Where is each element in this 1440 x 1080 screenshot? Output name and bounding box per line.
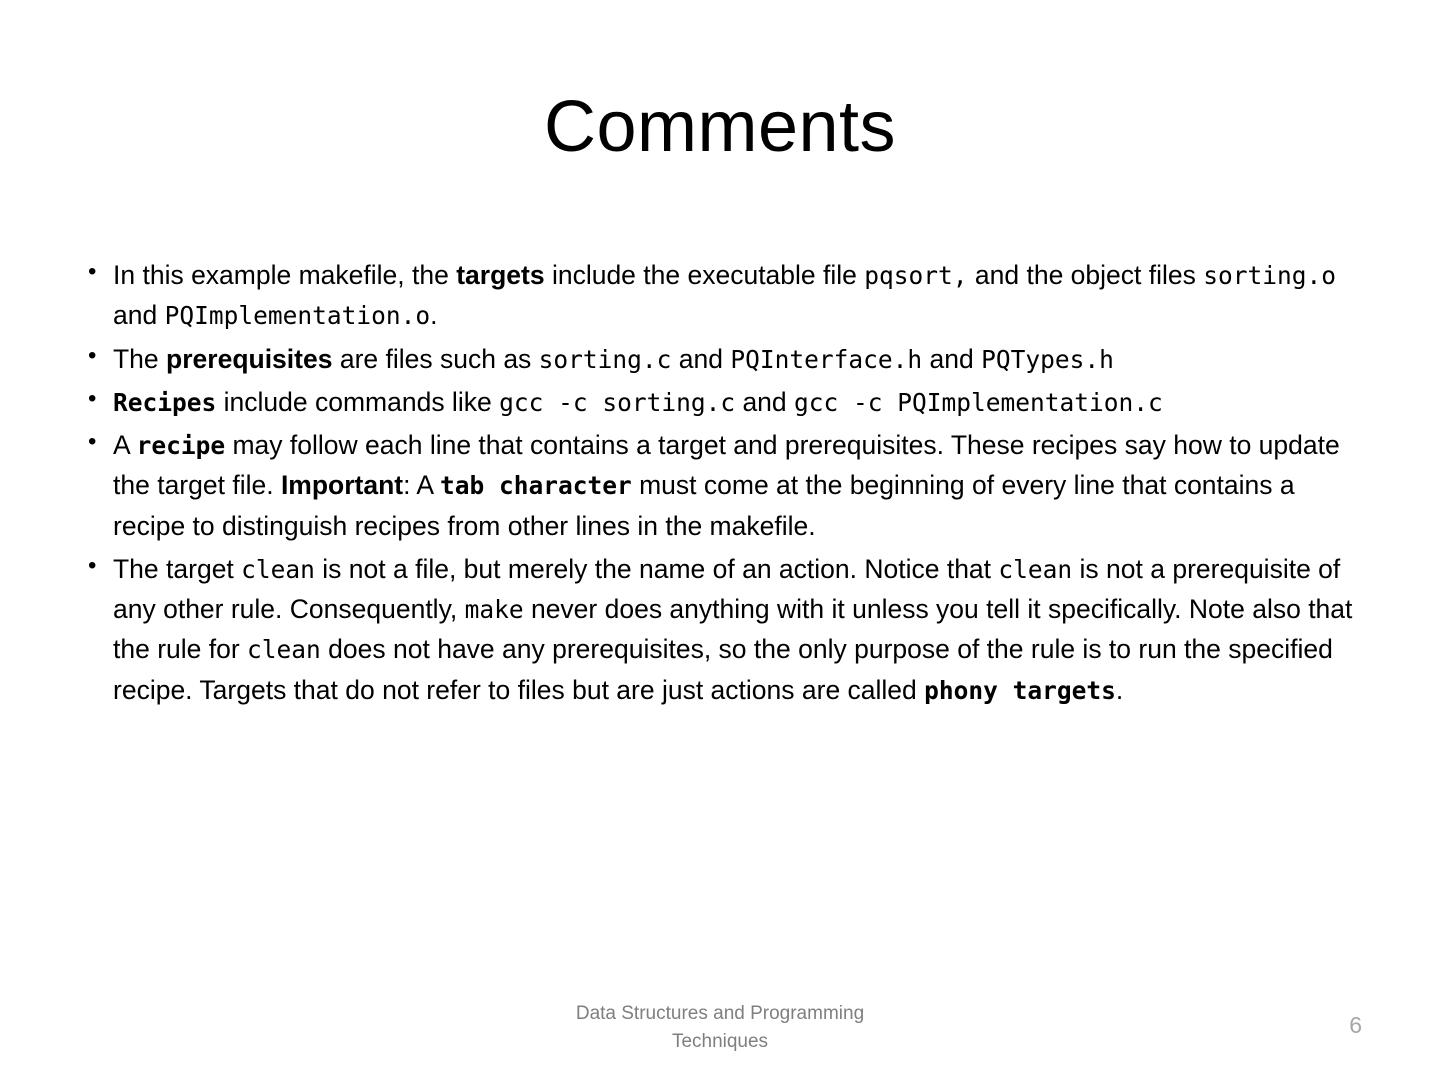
text-run: phony targets [924,675,1116,705]
text-run: sorting.c [538,344,672,374]
text-run: PQInterface.h [730,344,923,374]
text-run: prerequisites [166,343,333,374]
text-run: . [1115,674,1124,705]
bullet-prerequisites [80,339,1365,379]
bullet-list [80,255,1365,710]
bullet-targets [80,255,1365,336]
text-run: : A [403,470,440,501]
page-title: Comments [543,87,897,167]
text-run: and [735,386,795,417]
bullet-recipe-tab [80,425,1365,546]
slide-body [80,255,1365,713]
text-run: recipe [136,431,226,461]
text-run: targets [456,260,545,290]
text-run: In this example makefile, the [113,260,457,290]
text-run: The [113,343,167,374]
text-run: . [430,300,438,331]
text-run: clean [241,554,315,584]
text-run: must come at the beginning of every line that contains a recipe to distinguish recipes from other lines in the makefile. [113,470,1295,541]
text-run: may follow each line that contains a target and prerequisites. These recipes say how to update the target file. [113,430,1340,501]
text-run: and the object files [967,260,1204,290]
page-number: 6 [1349,1012,1362,1038]
text-run: gcc -c sorting.c [499,387,736,417]
text-run: and [113,300,165,331]
text-run: tab character [439,471,632,501]
text-run: A [113,430,137,461]
bullet-recipes [80,382,1365,422]
text-run: PQTypes.h [981,344,1114,374]
text-run: are files such as [332,343,539,374]
text-run: sorting.o [1203,261,1337,290]
text-run: clean [998,554,1073,584]
text-run: and [671,343,731,374]
text-run: make [464,595,524,625]
text-run: is not a prerequisite of any other rule. Consequently, [113,553,1341,625]
text-run: include commands like [216,386,500,417]
text-run: PQImplementation.o [164,301,431,331]
text-run: Recipes [113,387,217,417]
text-run: clean [247,635,321,665]
text-run: never does anything with it unless you tell it specifically. Note also that the rule for [113,594,1353,665]
text-run: does not have any prerequisites, so the only purpose of the rule is to run the specified recipe. Targets that do not refer to files but are just actions are called [113,634,1333,705]
text-run: pqsort, [864,261,968,290]
text-run: is not a file, but merely the name of an action. Notice that [314,553,999,584]
slide-footer [0,1000,1440,1055]
footer-text: Data Structures and Programming Techniques [575,1003,865,1052]
text-run: include the executable file [544,260,865,290]
bullet-clean-target [80,549,1365,710]
text-run: gcc -c PQImplementation.c [794,387,1163,417]
text-run: The target [113,553,242,584]
text-run: Important [280,470,404,501]
text-run: and [922,343,982,374]
